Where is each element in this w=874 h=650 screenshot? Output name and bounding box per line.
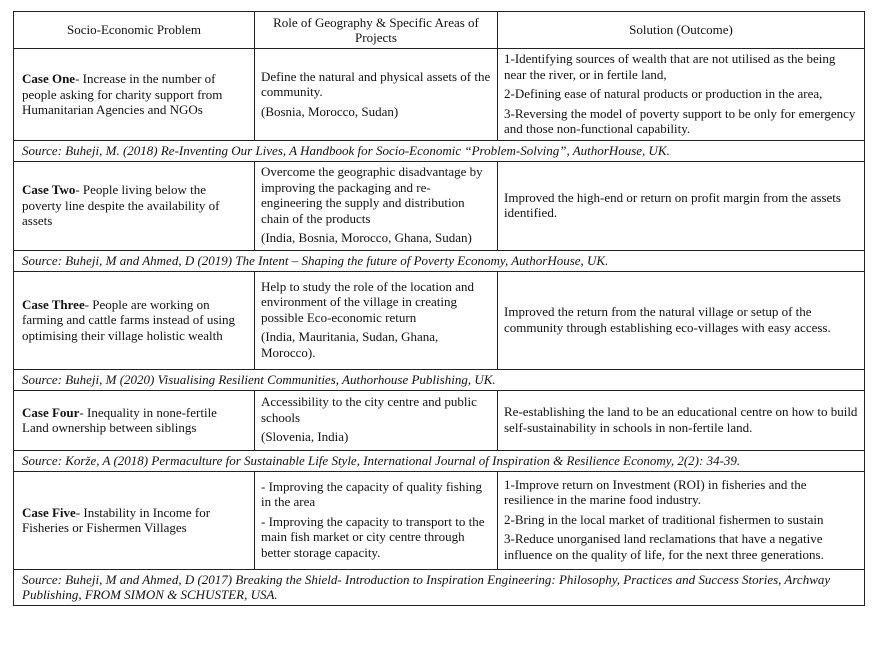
geography-text: - Improving the capacity of quality fishing in the area (261, 478, 482, 510)
source-citation: Source: Buheji, M (2020) Visualising Resilient Communities, Authorhouse Publishing, UK. (14, 369, 865, 390)
problem-text: - Inequality in none-fertile Land ownership between siblings (22, 404, 217, 435)
geography-cell (255, 161, 498, 250)
problem-cell (14, 49, 255, 141)
source-row (14, 140, 865, 161)
case-row (14, 390, 865, 450)
solution-item: Improved the high-end or return on profit margin from the assets identified. (504, 189, 841, 220)
solution-item: 3-Reversing the model of poverty support to be only for emergency and those non-functional capability. (504, 105, 856, 136)
header-geography: Role of Geography & Specific Areas of Projects (255, 12, 498, 49)
geography-countries: (India, Mauritania, Sudan, Ghana, Morocco). (261, 329, 439, 360)
source-citation: Source: Buheji, M. (2018) Re-Inventing Our Lives, A Handbook for Socio-Economic “Problem-Solving”, AuthorHouse, UK. (14, 140, 865, 161)
source-row (14, 250, 865, 271)
source-citation: Source: Korže, A (2018) Permaculture for Sustainable Life Style, International Journal of Inspiration & Resilience Economy, 2(2): 34-39. (14, 450, 865, 471)
source-row (14, 450, 865, 471)
geography-countries: (Bosnia, Morocco, Sudan) (261, 103, 399, 119)
solution-item: Improved the return from the natural village or setup of the community through establishing eco-villages with easy access. (504, 304, 831, 335)
geography-cell (255, 271, 498, 369)
solution-cell (498, 390, 865, 450)
geography-cell (255, 390, 498, 450)
problem-cell (14, 161, 255, 250)
case-row (14, 471, 865, 569)
geography-cell (255, 49, 498, 141)
case-title: Case Four (22, 404, 80, 420)
problem-cell (14, 471, 255, 569)
case-row (14, 49, 865, 141)
source-citation: Source: Buheji, M and Ahmed, D (2017) Breaking the Shield- Introduction to Inspiration Engineering: Philosophy, Practices and Success Stories, Archway Publishing, FROM SIMON & SCHUSTER, USA. (14, 569, 865, 605)
geography-cell (255, 471, 498, 569)
geography-text: Define the natural and physical assets of the community. (261, 68, 491, 99)
solution-item: 2-Bring in the local market of traditional fishermen to sustain (504, 511, 824, 527)
case-title: Case Three (22, 296, 85, 312)
geography-text: Overcome the geographic disadvantage by improving the packaging and re-engineering the supply and distribution chain of the products (261, 164, 483, 226)
source-row (14, 569, 865, 605)
solution-cell (498, 271, 865, 369)
geography-countries: (Slovenia, India) (261, 429, 349, 445)
solution-item: Re-establishing the land to be an educational centre on how to build self-sustainability in schools in non-fertile land. (504, 404, 858, 435)
case-row (14, 161, 865, 250)
header-problem: Socio-Economic Problem (14, 12, 255, 49)
geography-text: Help to study the role of the location and environment of the village in creating possible Eco-economic return (261, 278, 475, 325)
geography-countries: (India, Bosnia, Morocco, Ghana, Sudan) (261, 230, 472, 246)
problem-text: - Increase in the number of people asking for charity support from Humanitarian Agencies and NGOs (22, 71, 223, 117)
problem-text: - Instability in Income for Fisheries or Fishermen Villages (22, 504, 211, 535)
solution-cell (498, 471, 865, 569)
geography-text: Accessibility to the city centre and public schools (261, 394, 477, 425)
case-row (14, 271, 865, 369)
problem-text: - People are working on farming and cattle farms instead of using optimising their village holistic wealth (22, 296, 235, 343)
case-title: Case Five (22, 504, 76, 520)
source-row (14, 369, 865, 390)
source-citation: Source: Buheji, M and Ahmed, D (2019) The Intent – Shaping the future of Poverty Economy, AuthorHouse, UK. (14, 250, 865, 271)
solution-item: 1-Improve return on Investment (ROI) in fisheries and the resilience in the marine food industry. (504, 476, 807, 508)
solution-item: 3-Reduce unorganised land reclamations that have a negative influence on the quality of life, for the next three generations. (504, 531, 824, 562)
problem-cell (14, 390, 255, 450)
geography-text: - Improving the capacity to transport to the main fish market or city centre through better storage capacity. (261, 513, 485, 560)
solution-item: 2-Defining ease of natural products or production in the area, (504, 86, 823, 101)
solution-item: 1-Identifying sources of wealth that are not utilised as the being near the river, or in fertile land, (504, 51, 836, 82)
solution-cell (498, 49, 865, 141)
problem-cell (14, 271, 255, 369)
header-row (14, 12, 865, 49)
solution-cell (498, 161, 865, 250)
case-title: Case One (22, 71, 76, 86)
case-title: Case Two (22, 182, 76, 198)
header-solution: Solution (Outcome) (498, 12, 865, 49)
case-table (13, 11, 865, 606)
problem-text: - People living below the poverty line despite the availability of assets (22, 182, 220, 229)
